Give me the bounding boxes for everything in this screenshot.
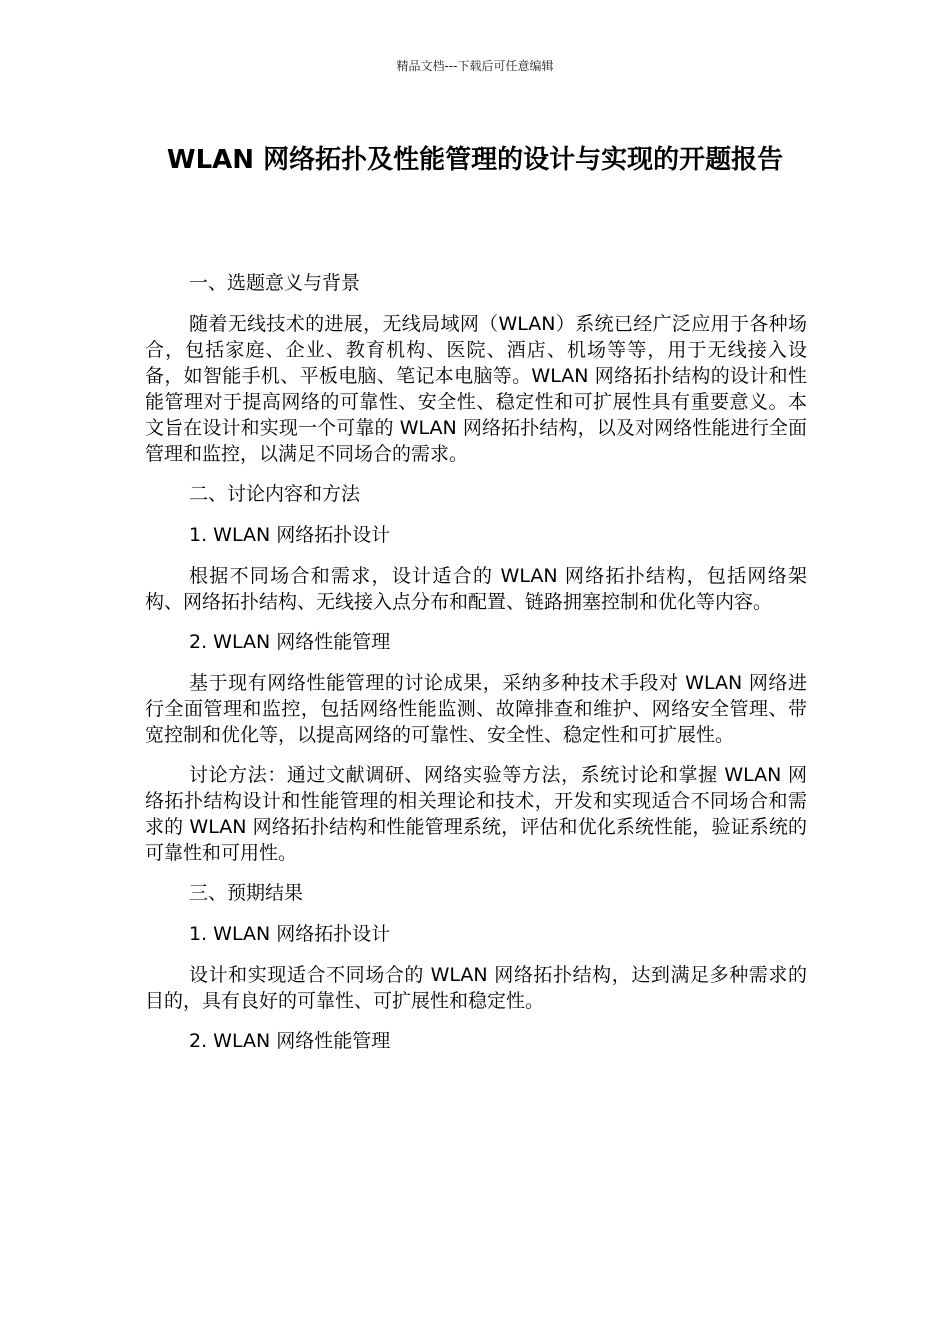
body-paragraph-topology-result: 设计和实现适合不同场合的 WLAN 网络拓扑结构，达到满足多种需求的目的，具有良好的可靠性、可扩展性和稳定性。 bbox=[145, 964, 807, 1012]
section-heading-expected-results: 三、预期结果 bbox=[189, 882, 304, 904]
body-paragraph-topology-design: 根据不同场合和需求，设计适合的 WLAN 网络拓扑结构，包括网络架构、网络拓扑结构、无线接入点分布和配置、链路拥塞控制和优化等内容。 bbox=[145, 565, 807, 613]
document-body bbox=[145, 270, 807, 1054]
subsection-heading-topology-design: 1. WLAN 网络拓扑设计 bbox=[189, 524, 391, 546]
section-heading-content-methods: 二、讨论内容和方法 bbox=[189, 483, 361, 505]
subsection-heading-topology-design-result: 1. WLAN 网络拓扑设计 bbox=[189, 923, 391, 945]
subsection-heading-performance-management: 2. WLAN 网络性能管理 bbox=[189, 631, 391, 653]
document-title: WLAN 网络拓扑及性能管理的设计与实现的开题报告 bbox=[166, 145, 784, 175]
body-paragraph-research-methods: 讨论方法：通过文献调研、网络实验等方法，系统讨论和掌握 WLAN 网络拓扑结构设计和性能管理的相关理论和技术，开发和实现适合不同场合和需求的 WLAN 网络拓扑结构和性能管理系统，评估和优化系统性能，验证系统的可靠性和可用性。 bbox=[145, 764, 807, 864]
subsection-heading-performance-management-result: 2. WLAN 网络性能管理 bbox=[189, 1030, 391, 1052]
body-paragraph-performance-management: 基于现有网络性能管理的讨论成果，采纳多种技术手段对 WLAN 网络进行全面管理和监控，包括网络性能监测、故障排查和维护、网络安全管理、带宽控制和优化等，以提高网络的可靠性、安全性、稳定性和可扩展性。 bbox=[145, 672, 807, 746]
page-header: 精品文档---下载后可任意编辑 bbox=[396, 59, 554, 73]
body-paragraph-background: 随着无线技术的进展，无线局域网（WLAN）系统已经广泛应用于各种场合，包括家庭、企业、教育机构、医院、酒店、机场等等，用于无线接入设备，如智能手机、平板电脑、笔记本电脑等。WLAN 网络拓扑结构的设计和性能管理对于提高网络的可靠性、安全性、稳定性和可扩展性具有重要意义。本文旨在设计和实现一个可靠的 WLAN 网络拓扑结构，以及对网络性能进行全面管理和监控，以满足不同场合的需求。 bbox=[145, 313, 807, 465]
section-heading-significance: 一、选题意义与背景 bbox=[189, 272, 361, 294]
